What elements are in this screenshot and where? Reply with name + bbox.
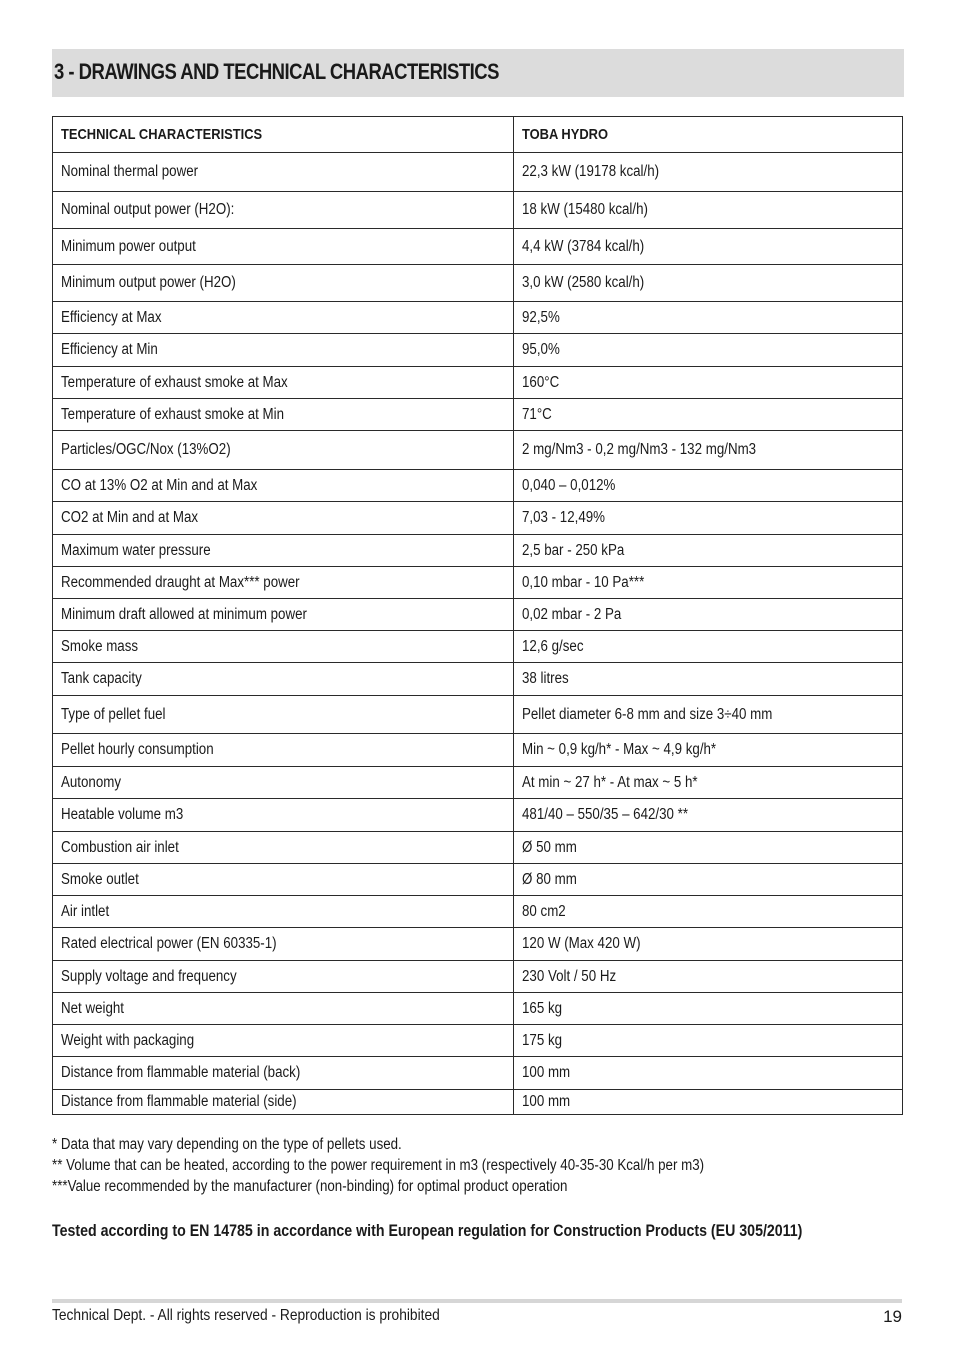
footer-divider	[52, 1299, 902, 1303]
table-row	[53, 399, 903, 431]
table-row	[53, 799, 903, 832]
table-row	[53, 961, 903, 993]
row-label: Particles/OGC/Nox (13%O2)	[53, 431, 514, 470]
column-header-model: TOBA HYDRO	[514, 117, 903, 153]
table-row	[53, 302, 903, 334]
row-label: Type of pellet fuel	[53, 696, 514, 734]
row-value: 165 kg	[514, 993, 903, 1025]
row-label: Smoke outlet	[53, 864, 514, 896]
table-row	[53, 153, 903, 192]
row-label: Efficiency at Min	[53, 334, 514, 367]
table-row	[53, 896, 903, 928]
table-row	[53, 696, 903, 734]
row-label: Autonomy	[53, 767, 514, 799]
row-label: Weight with packaging	[53, 1025, 514, 1057]
row-value: 2 mg/Nm3 - 0,2 mg/Nm3 - 132 mg/Nm3	[514, 431, 903, 470]
row-label: Maximum water pressure	[53, 535, 514, 567]
table-row	[53, 535, 903, 567]
row-value: 71°C	[514, 399, 903, 431]
table-row	[53, 832, 903, 864]
table-row	[53, 265, 903, 302]
row-value: 22,3 kW (19178 kcal/h)	[514, 153, 903, 192]
row-value: Min ~ 0,9 kg/h* - Max ~ 4,9 kg/h*	[514, 734, 903, 767]
table-row	[53, 502, 903, 535]
table-row	[53, 334, 903, 367]
row-value: 0,10 mbar - 10 Pa***	[514, 567, 903, 599]
table-row	[53, 1090, 903, 1115]
footnote: ***Value recommended by the manufacturer (non-binding) for optimal product operation	[52, 1178, 568, 1195]
row-label: Pellet hourly consumption	[53, 734, 514, 767]
row-label: Nominal output power (H2O):	[53, 192, 514, 229]
row-value: 120 W (Max 420 W)	[514, 928, 903, 961]
row-label: Tank capacity	[53, 663, 514, 696]
row-value: 2,5 bar - 250 kPa	[514, 535, 903, 567]
row-value: 95,0%	[514, 334, 903, 367]
row-value: 175 kg	[514, 1025, 903, 1057]
row-value: 0,02 mbar - 2 Pa	[514, 599, 903, 631]
row-label: Air intlet	[53, 896, 514, 928]
row-value: 38 litres	[514, 663, 903, 696]
row-label: Supply voltage and frequency	[53, 961, 514, 993]
table-row	[53, 928, 903, 961]
row-value: 12,6 g/sec	[514, 631, 903, 663]
table-row	[53, 599, 903, 631]
row-label: Efficiency at Max	[53, 302, 514, 334]
row-value: 18 kW (15480 kcal/h)	[514, 192, 903, 229]
row-label: Recommended draught at Max*** power	[53, 567, 514, 599]
footnote: * Data that may vary depending on the type of pellets used.	[52, 1136, 402, 1153]
row-value: At min ~ 27 h* - At max ~ 5 h*	[514, 767, 903, 799]
row-label: Net weight	[53, 993, 514, 1025]
section-header	[52, 49, 904, 97]
tested-statement: Tested according to EN 14785 in accordance with European regulation for Construction Products (EU 305/2011)	[52, 1222, 803, 1240]
table-row	[53, 631, 903, 663]
footnotes	[52, 1134, 912, 1197]
table-header-row	[53, 117, 903, 153]
row-value: 80 cm2	[514, 896, 903, 928]
table-row	[53, 367, 903, 399]
table-row	[53, 1057, 903, 1090]
table-row	[53, 1025, 903, 1057]
row-label: Minimum power output	[53, 229, 514, 265]
row-label: Distance from flammable material (back)	[53, 1057, 514, 1090]
table-row	[53, 767, 903, 799]
column-header-characteristic: TECHNICAL CHARACTERISTICS	[53, 117, 514, 153]
table-row	[53, 993, 903, 1025]
row-value: 481/40 – 550/35 – 642/30 **	[514, 799, 903, 832]
row-label: CO at 13% O2 at Min and at Max	[53, 470, 514, 502]
table-row	[53, 431, 903, 470]
row-label: Minimum draft allowed at minimum power	[53, 599, 514, 631]
row-value: 100 mm	[514, 1090, 903, 1115]
row-label: Smoke mass	[53, 631, 514, 663]
table-row	[53, 192, 903, 229]
table-row	[53, 663, 903, 696]
row-label: CO2 at Min and at Max	[53, 502, 514, 535]
row-value: Pellet diameter 6-8 mm and size 3÷40 mm	[514, 696, 903, 734]
row-label: Temperature of exhaust smoke at Max	[53, 367, 514, 399]
row-value: Ø 50 mm	[514, 832, 903, 864]
row-label: Distance from flammable material (side)	[53, 1090, 514, 1115]
table-row	[53, 567, 903, 599]
row-label: Combustion air inlet	[53, 832, 514, 864]
row-label: Minimum output power (H2O)	[53, 265, 514, 302]
row-value: 0,040 – 0,012%	[514, 470, 903, 502]
row-value: 92,5%	[514, 302, 903, 334]
section-title: 3 - DRAWINGS AND TECHNICAL CHARACTERISTICS	[54, 59, 499, 84]
technical-characteristics-table	[52, 116, 903, 1115]
row-value: 100 mm	[514, 1057, 903, 1090]
row-label: Nominal thermal power	[53, 153, 514, 192]
row-label: Heatable volume m3	[53, 799, 514, 832]
table-row	[53, 470, 903, 502]
row-value: 3,0 kW (2580 kcal/h)	[514, 265, 903, 302]
row-value: Ø 80 mm	[514, 864, 903, 896]
row-label: Rated electrical power (EN 60335-1)	[53, 928, 514, 961]
table-row	[53, 229, 903, 265]
footnote: ** Volume that can be heated, according to the power requirement in m3 (respectively 40-35-30 Kcal/h per m3)	[52, 1157, 705, 1174]
row-value: 160°C	[514, 367, 903, 399]
row-value: 4,4 kW (3784 kcal/h)	[514, 229, 903, 265]
row-value: 230 Volt / 50 Hz	[514, 961, 903, 993]
row-value: 7,03 - 12,49%	[514, 502, 903, 535]
table-row	[53, 864, 903, 896]
footer-text: Technical Dept. - All rights reserved - Reproduction is prohibited	[52, 1307, 440, 1324]
table-row	[53, 734, 903, 767]
row-label: Temperature of exhaust smoke at Min	[53, 399, 514, 431]
page-number: 19	[883, 1307, 902, 1326]
